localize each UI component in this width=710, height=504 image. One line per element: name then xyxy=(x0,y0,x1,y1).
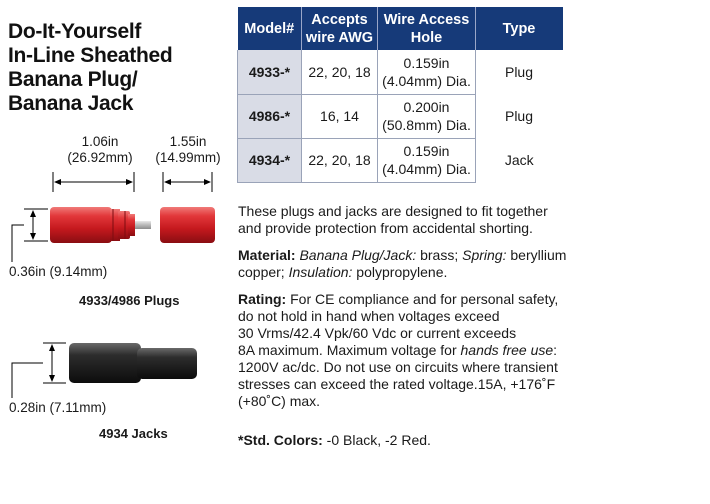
col-header-hole: Wire Access Hole xyxy=(378,7,476,50)
sleeve-length-label: 1.55in (14.99mm) xyxy=(155,134,221,165)
cell-model: 4933-* xyxy=(238,50,302,94)
cell-type: Jack xyxy=(504,152,534,168)
cell-hole: 0.159in (4.04mm) Dia. xyxy=(378,50,476,94)
intro-paragraph: These plugs and jacks are designed to fit together and provide protection from accidental shorting. xyxy=(238,203,548,236)
col-header-type: Type xyxy=(476,7,563,50)
cell-type: Plug xyxy=(504,108,534,124)
cell-model: 4934-* xyxy=(238,138,302,182)
title-line: In-Line Sheathed xyxy=(8,44,173,67)
red-plug-icon xyxy=(50,207,151,243)
cell-model: 4986-* xyxy=(238,94,302,138)
cell-type: Plug xyxy=(504,64,534,80)
col-header-model: Model# xyxy=(238,7,302,50)
plug-length-label: 1.06in (26.92mm) xyxy=(67,134,133,165)
colors-label: *Std. Colors: xyxy=(238,432,323,448)
title-line: Banana Jack xyxy=(8,92,134,115)
material-paragraph: Material: Banana Plug/Jack: brass; Spring: beryllium copper; Insulation: polypropylene. xyxy=(238,247,567,280)
cell-hole: 0.159in (4.04mm) Dia. xyxy=(378,138,476,182)
black-jack-icon xyxy=(69,343,197,383)
col-header-awg: Accepts wire AWG xyxy=(302,7,378,50)
plug-diameter-label: 0.36in (9.14mm) xyxy=(9,264,108,279)
cell-awg: 22, 20, 18 xyxy=(302,50,378,94)
title-line: Banana Plug/ xyxy=(8,68,138,91)
rating-label: Rating: xyxy=(238,291,287,307)
red-sleeve-icon xyxy=(160,207,215,243)
title-line: Do-It-Yourself xyxy=(8,20,142,43)
jack-diameter-label: 0.28in (7.11mm) xyxy=(9,400,107,415)
colors-paragraph: *Std. Colors: -0 Black, -2 Red. xyxy=(238,432,431,448)
jack-diameter-dimension xyxy=(12,343,66,398)
rating-paragraph: Rating: For CE compliance and for personal safety, do not hold in hand when voltages exceed 30 Vrms/42.4 Vpk/60 Vdc or current exceeds 8A maximum. Maximum voltage for hands free use: 1200V ac/dc. Do not use on circuits where transient stresses can exceed the rated voltage.15A, +176˚F (+80˚C) max. xyxy=(238,291,559,409)
cell-hole: 0.200in (50.8mm) Dia. xyxy=(378,94,476,138)
jacks-caption: 4934 Jacks xyxy=(99,426,168,441)
plugs-caption: 4933/4986 Plugs xyxy=(79,293,180,308)
material-label: Material: xyxy=(238,247,296,263)
plug-length-dimension xyxy=(53,172,134,192)
cell-awg: 22, 20, 18 xyxy=(302,138,378,182)
cell-awg: 16, 14 xyxy=(302,94,378,138)
sleeve-length-dimension xyxy=(163,172,212,192)
plug-diameter-dimension xyxy=(12,209,48,262)
